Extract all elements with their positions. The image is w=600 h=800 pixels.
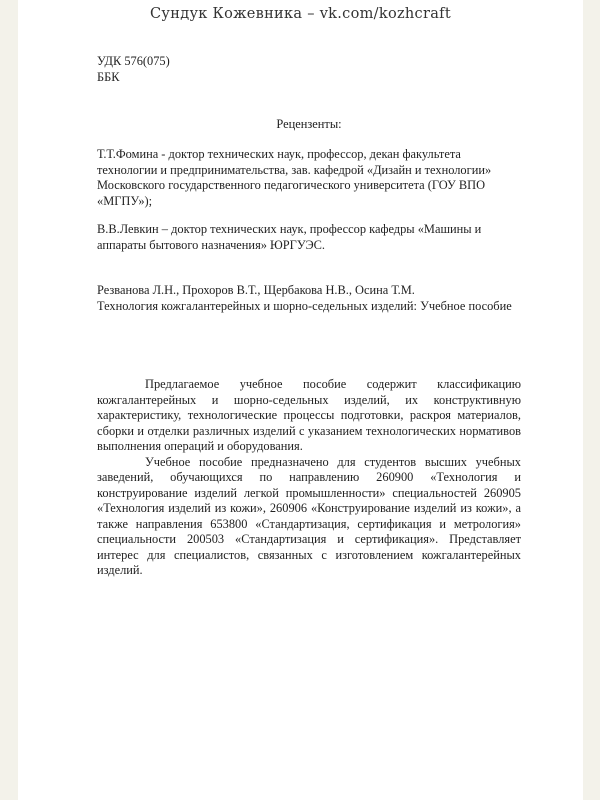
abstract-paragraph: Учебное пособие предназначено для студентов высших учебных заведений, обучающихся по направлению 260900 «Технология и конструирование изделий легкой промышленности» специальностей 260905 «Технология изделий из кожи», 260906 «Конструирование изделий из кожи», а также направления 653800 «Стандартизация, сертификация и метрология» специальности 200503 «Стандартизация и сертификация». Представляет интерес для специалистов, связанных с изготовлением кожгалантерейных изделий. [97, 454, 521, 577]
bbk-code: ББК [97, 70, 120, 84]
abstract [97, 377, 521, 579]
reviewers-heading: Рецензенты: [276, 117, 342, 131]
document-page [18, 0, 583, 800]
site-header: Сундук Кожевника – vk.com/kozhcraft [150, 6, 451, 22]
authors-line: Резванова Л.Н., Прохоров В.Т., Щербакова Н.В., Осина Т.М. [97, 283, 415, 297]
reviewer-entry: Т.Т.Фомина - доктор технических наук, профессор, декан факультета технологии и предпринимательства, зав. кафедрой «Дизайн и технологии» Московского государственного педагогического университета (ГОУ ВПО «МГПУ»); [97, 147, 492, 208]
book-title: Технология кожгалантерейных и шорно-седельных изделий: Учебное пособие [97, 299, 512, 313]
udk-code: УДК 576(075) [97, 54, 170, 68]
abstract-paragraph: Предлагаемое учебное пособие содержит классификацию кожгалантерейных и шорно-седельных изделий, их конструктивную характеристику, технологические процессы подготовки, раскроя материалов, сборки и отделки различных изделий с указанием технологических нормативов выполнения операций и оборудования. [97, 377, 521, 453]
reviewer-entry: В.В.Левкин – доктор технических наук, профессор кафедры «Машины и аппараты бытового назначения» ЮРГУЭС. [97, 222, 482, 252]
